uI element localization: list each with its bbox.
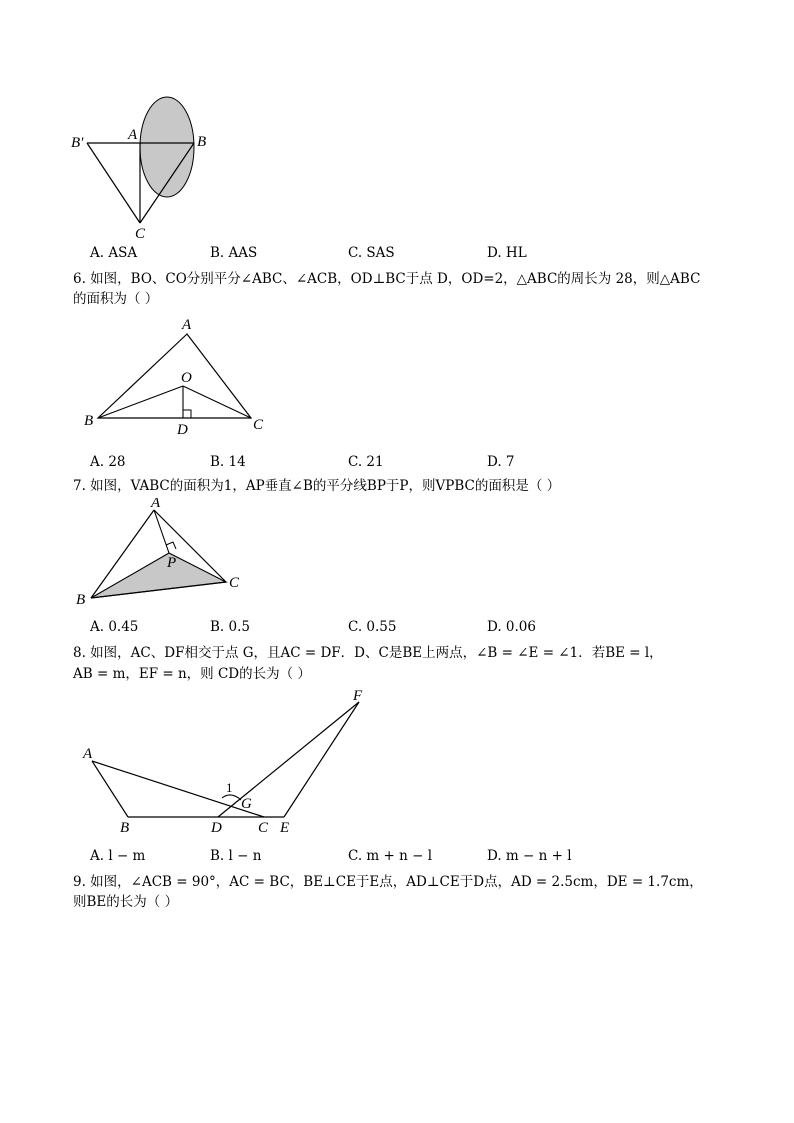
q6-option-a[interactable]: A. 28 — [90, 454, 126, 470]
q8-option-a[interactable]: A. l − m — [90, 848, 146, 864]
right-angle-mark — [183, 410, 191, 418]
q6-text-line2: 的面积为（ ） — [73, 291, 159, 307]
label-c: C — [253, 417, 264, 433]
triangle-abc — [98, 334, 251, 418]
figure-q5 — [60, 90, 220, 240]
q6-option-c[interactable]: C. 21 — [348, 454, 384, 470]
q9-text-line2: 则BE的长为（ ） — [73, 894, 179, 910]
q7-text: 7. 如图，VABC的面积为1，AP垂直∠B的平分线BP于P，则VPBC的面积是（ ） — [73, 478, 561, 494]
label-g: G — [241, 796, 252, 812]
figure-q7 — [70, 498, 250, 610]
label-angle-1: 1 — [226, 780, 233, 795]
figure-q8 — [75, 685, 375, 840]
label-e: E — [280, 820, 290, 836]
figure-q6 — [75, 310, 280, 440]
segment-d-f — [218, 702, 359, 817]
q8-option-c[interactable]: C. m + n − l — [348, 848, 433, 864]
angle-1-arc — [222, 795, 241, 800]
label-a: A — [83, 746, 93, 762]
q8-text-line2: AB = m，EF = n，则 CD的长为（ ） — [73, 666, 311, 682]
label-c: C — [135, 226, 146, 240]
label-d: D — [177, 422, 188, 438]
segment-a-c — [92, 761, 264, 817]
q7-option-d[interactable]: D. 0.06 — [487, 619, 536, 635]
q7-option-a[interactable]: A. 0.45 — [90, 619, 139, 635]
q9-text-line1: 9. 如图，∠ACB = 90°，AC = BC，BE⊥CE于E点，AD⊥CE于D点，AD = 2.5cm，DE = 1.7cm， — [73, 874, 703, 890]
label-b: B — [120, 820, 130, 836]
label-p: P — [167, 555, 177, 571]
segment-e-f — [284, 702, 359, 817]
segment-bp-c — [87, 143, 140, 223]
label-o: O — [181, 370, 192, 386]
label-b: B — [76, 592, 86, 608]
label-d: D — [211, 820, 222, 836]
q6-option-b[interactable]: B. 14 — [210, 454, 246, 470]
label-a: A — [182, 317, 192, 333]
label-a: A — [128, 127, 138, 143]
label-f: F — [353, 688, 363, 704]
label-b: B — [84, 413, 94, 429]
segment-a-b — [92, 761, 128, 817]
q5-option-d[interactable]: D. HL — [487, 245, 527, 261]
q5-option-a[interactable]: A. ASA — [90, 245, 138, 261]
label-c: C — [229, 575, 240, 591]
segment-c-o — [183, 386, 251, 418]
label-bp: B′ — [71, 135, 84, 151]
q5-option-b[interactable]: B. AAS — [210, 245, 258, 261]
q7-option-b[interactable]: B. 0.5 — [210, 619, 250, 635]
label-b: B — [197, 134, 207, 150]
shaded-triangle-pbc — [91, 553, 226, 598]
label-a: A — [151, 498, 161, 511]
q6-text-line1: 6. 如图，BO、CO分别平分∠ABC、∠ACB，OD⊥BC于点 D，OD=2，△ABC的周长为 28，则△ABC — [73, 271, 701, 287]
q8-option-b[interactable]: B. l − n — [210, 848, 262, 864]
label-c: C — [258, 820, 269, 836]
segment-b-o — [98, 386, 183, 418]
q7-option-c[interactable]: C. 0.55 — [348, 619, 397, 635]
q8-text-line1: 8. 如图，AC、DF相交于点 G，且AC = DF．D、C是BE上两点，∠B = ∠E = ∠1．若BE = l， — [73, 645, 663, 661]
q8-option-d[interactable]: D. m − n + l — [487, 848, 572, 864]
q6-option-d[interactable]: D. 7 — [487, 454, 515, 470]
q5-option-c[interactable]: C. SAS — [348, 245, 395, 261]
segment-a-p — [154, 510, 169, 553]
